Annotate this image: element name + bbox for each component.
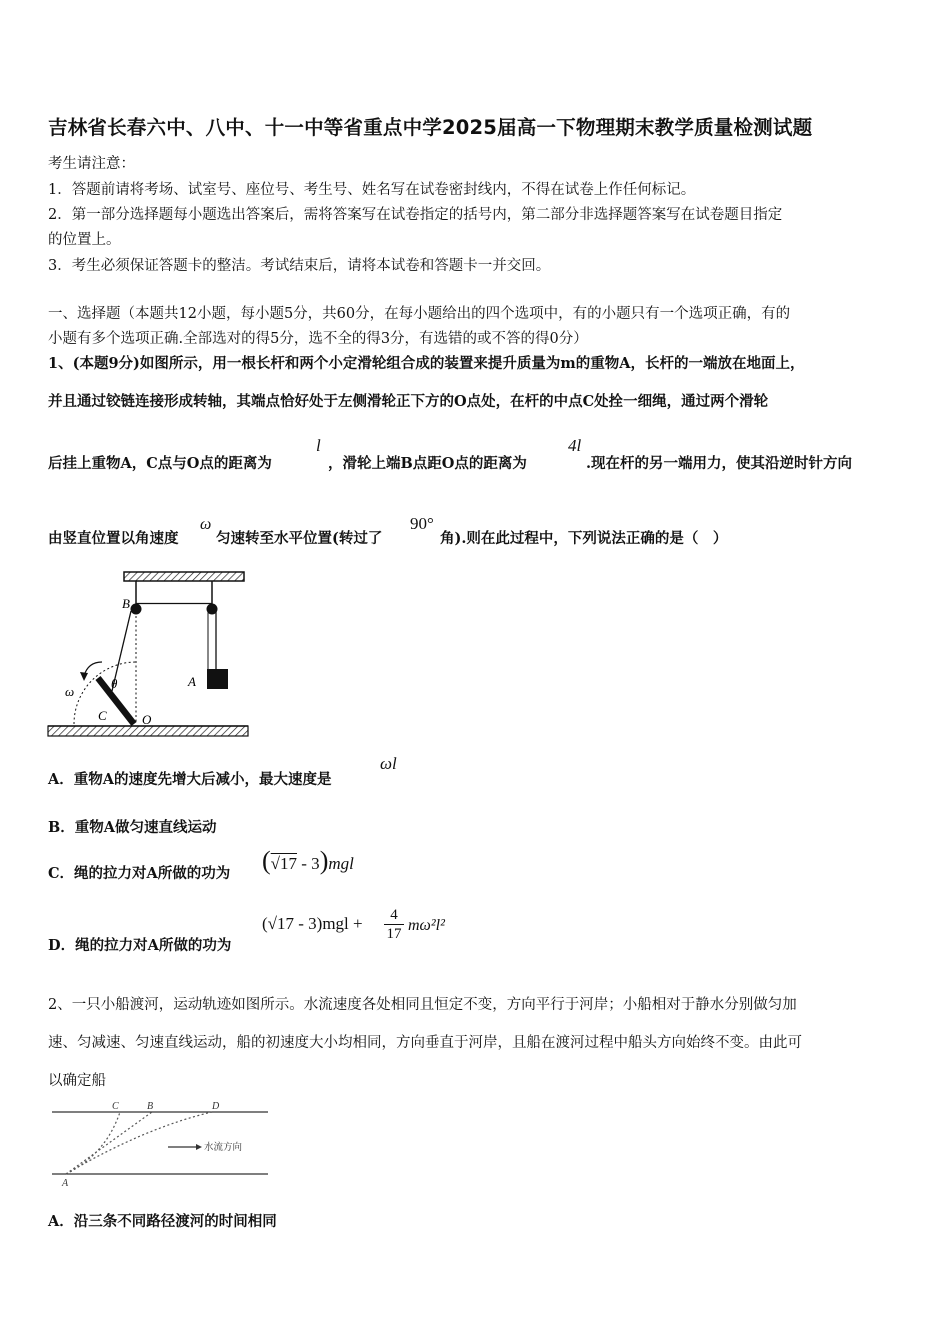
label-B: B bbox=[147, 1101, 154, 1112]
section1-line2: 小题有多个选项正确.全部选对的得5分，选不全的得3分，有选错的或不答的得0分） bbox=[48, 331, 588, 347]
frac-denominator: 17 bbox=[384, 924, 404, 943]
label-C: C bbox=[98, 708, 107, 723]
page-title: 吉林省长春六中、八中、十一中等省重点中学2025届高一下物理期末教学质量检测试题 bbox=[48, 116, 813, 139]
q2-line3: 以确定船 bbox=[48, 1073, 106, 1089]
q1-option-C-math bbox=[262, 846, 354, 876]
q1-option-C: C．绳的拉力对A所做的功为 bbox=[48, 865, 231, 882]
label-C: C bbox=[112, 1101, 119, 1112]
D-expr-a: (√17 - 3)mgl + bbox=[262, 914, 363, 933]
q1-line4b: 匀速转至水平位置(转过了 bbox=[216, 530, 383, 547]
q1-symbol-4l: 4l bbox=[568, 436, 582, 455]
q1-symbol-omega: ω bbox=[200, 516, 212, 533]
q1-line4a: 由竖直位置以角速度 bbox=[48, 530, 179, 547]
q2-option-A: A．沿三条不同路径渡河的时间相同 bbox=[48, 1213, 277, 1230]
label-omega: ω bbox=[65, 684, 75, 699]
label-theta: θ bbox=[111, 676, 118, 691]
river-diagram bbox=[44, 1098, 274, 1190]
q1-symbol-l: l bbox=[316, 436, 321, 455]
flow-arrowhead bbox=[196, 1144, 202, 1150]
q1-line2: 并且通过铰链连接形成转轴，其端点恰好处于左侧滑轮正下方的O点处，在杆的中点C处拴一细绳，通过两个滑轮 bbox=[48, 393, 769, 410]
q1-symbol-90deg: 90° bbox=[410, 514, 434, 533]
notice-item-2-cont: 的位置上。 bbox=[48, 232, 121, 248]
section1-line1: 一、选择题（本题共12小题，每小题5分，共60分，在每小题给出的四个选项中，有的小题只有一个选项正确，有的 bbox=[48, 306, 791, 322]
q1-line3b: ，滑轮上端B点距O点的距离为 bbox=[328, 455, 527, 472]
ground bbox=[48, 726, 248, 736]
q1-line3c: .现在杆的另一端用力，使其沿逆时针方向 bbox=[586, 455, 853, 472]
path-B bbox=[66, 1112, 152, 1174]
sqrt17: √17 bbox=[270, 854, 298, 873]
label-O: O bbox=[142, 712, 152, 727]
q1-option-B: B．重物A做匀速直线运动 bbox=[48, 819, 217, 836]
label-D: D bbox=[212, 1101, 220, 1112]
paren-close: ) bbox=[319, 846, 329, 875]
notice-item-2: 2．第一部分选择题每小题选出答案后，需将答案写在试卷指定的括号内，第二部分非选择题答案写在试卷题目指定 bbox=[48, 207, 783, 223]
q1-option-D-fraction bbox=[384, 906, 404, 943]
pulley-diagram bbox=[44, 566, 264, 744]
label-flow-direction: 水流方向 bbox=[204, 1143, 243, 1153]
notice-item-3: 3．考生必须保证答题卡的整洁。考试结束后，请将本试卷和答题卡一并交回。 bbox=[48, 258, 551, 274]
q1-figure bbox=[44, 566, 264, 744]
q2-line1: 2、一只小船渡河，运动轨迹如图所示。水流速度各处相同且恒定不变，方向平行于河岸；小船相对于静水分别做匀加 bbox=[48, 997, 797, 1013]
label-A: A bbox=[188, 674, 196, 689]
ceiling bbox=[124, 572, 244, 581]
notice-header: 考生请注意： bbox=[48, 156, 135, 172]
left-pulley bbox=[131, 604, 142, 615]
q2-line2: 速、匀减速、匀速直线运动，船的初速度大小均相同，方向垂直于河岸，且船在渡河过程中船头方向始终不变。由此可 bbox=[48, 1035, 802, 1051]
notice-item-1: 1．答题前请将考场、试室号、座位号、考生号、姓名写在试卷密封线内，不得在试卷上作任何标记。 bbox=[48, 182, 696, 198]
q2-figure bbox=[44, 1098, 274, 1190]
label-A: A bbox=[62, 1178, 69, 1189]
minus-3: - 3 bbox=[297, 854, 320, 873]
q1-option-A-math: ωl bbox=[380, 754, 397, 773]
q1-option-D-math-b: mω²l² bbox=[408, 917, 445, 934]
q1-option-D-math bbox=[262, 914, 363, 934]
q1-line3a: 后挂上重物A，C点与O点的距离为 bbox=[48, 455, 272, 472]
q1-option-A: A．重物A的速度先增大后减小，最大速度是 bbox=[48, 771, 332, 788]
label-B: B bbox=[122, 596, 130, 611]
mgl: mgl bbox=[328, 854, 354, 873]
omega-arrowhead bbox=[80, 672, 88, 681]
q1-line4c: 角).则在此过程中，下列说法正确的是（ ） bbox=[440, 530, 728, 547]
path-C bbox=[66, 1112, 120, 1174]
q1-line1: 1、(本题9分)如图所示，用一根长杆和两个小定滑轮组合成的装置来提升质量为m的重物A，长杆的一端放在地面上， bbox=[48, 355, 805, 372]
q1-option-D: D．绳的拉力对A所做的功为 bbox=[48, 937, 232, 954]
frac-numerator: 4 bbox=[390, 907, 398, 923]
block-A bbox=[207, 669, 228, 689]
paren-open: ( bbox=[262, 846, 271, 875]
